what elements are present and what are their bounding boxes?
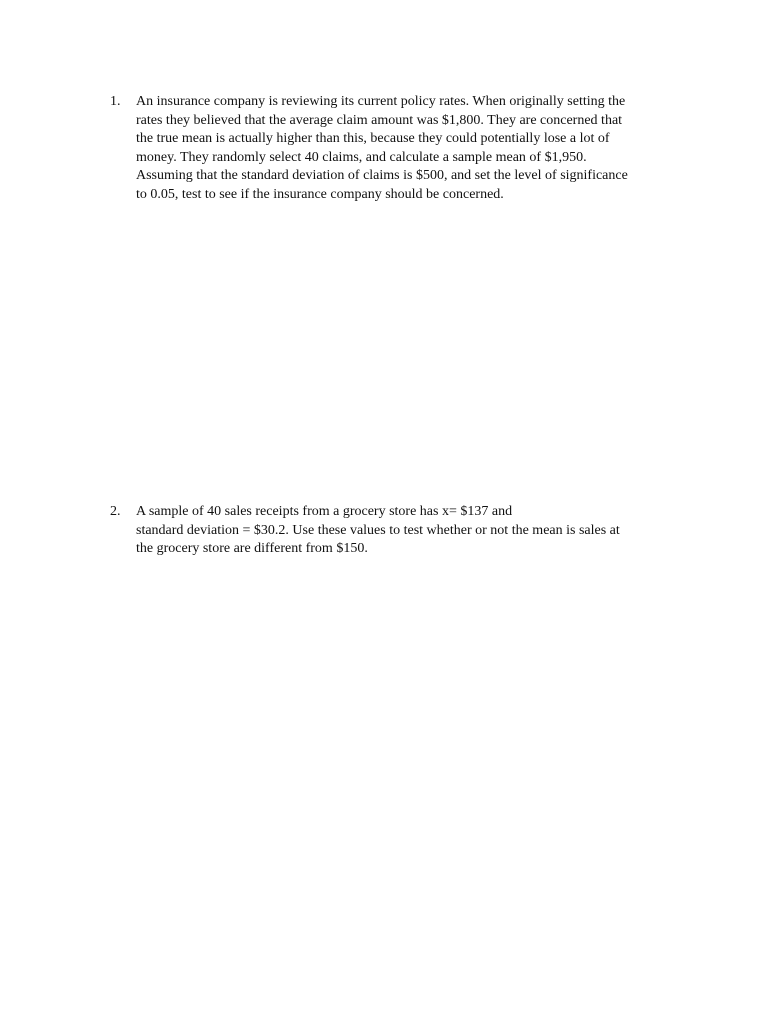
question-text-line: the true mean is actually higher than this, because they could potentially lose a lot of <box>136 131 610 146</box>
question-text-line: standard deviation = $30.2. Use these values to test whether or not the mean is sales at <box>136 522 620 538</box>
question-2 <box>110 503 680 559</box>
question-1 <box>110 93 680 204</box>
question-text-line: An insurance company is reviewing its current policy rates. When originally setting the <box>136 94 626 109</box>
question-text-line: money. They randomly select 40 claims, and calculate a sample mean of $1,950. <box>136 149 587 165</box>
question-text-line: A sample of 40 sales receipts from a grocery store has x= $137 and <box>136 504 513 519</box>
question-text-line: rates they believed that the average claim amount was $1,800. They are concerned that <box>136 112 623 128</box>
question-text-line: Assuming that the standard deviation of claims is $500, and set the level of significance <box>136 168 628 183</box>
question-text-line: the grocery store are different from $150. <box>136 541 368 556</box>
question-number: 2. <box>110 504 121 519</box>
question-text-line: to 0.05, test to see if the insurance company should be concerned. <box>136 186 504 202</box>
question-number: 1. <box>110 94 121 109</box>
